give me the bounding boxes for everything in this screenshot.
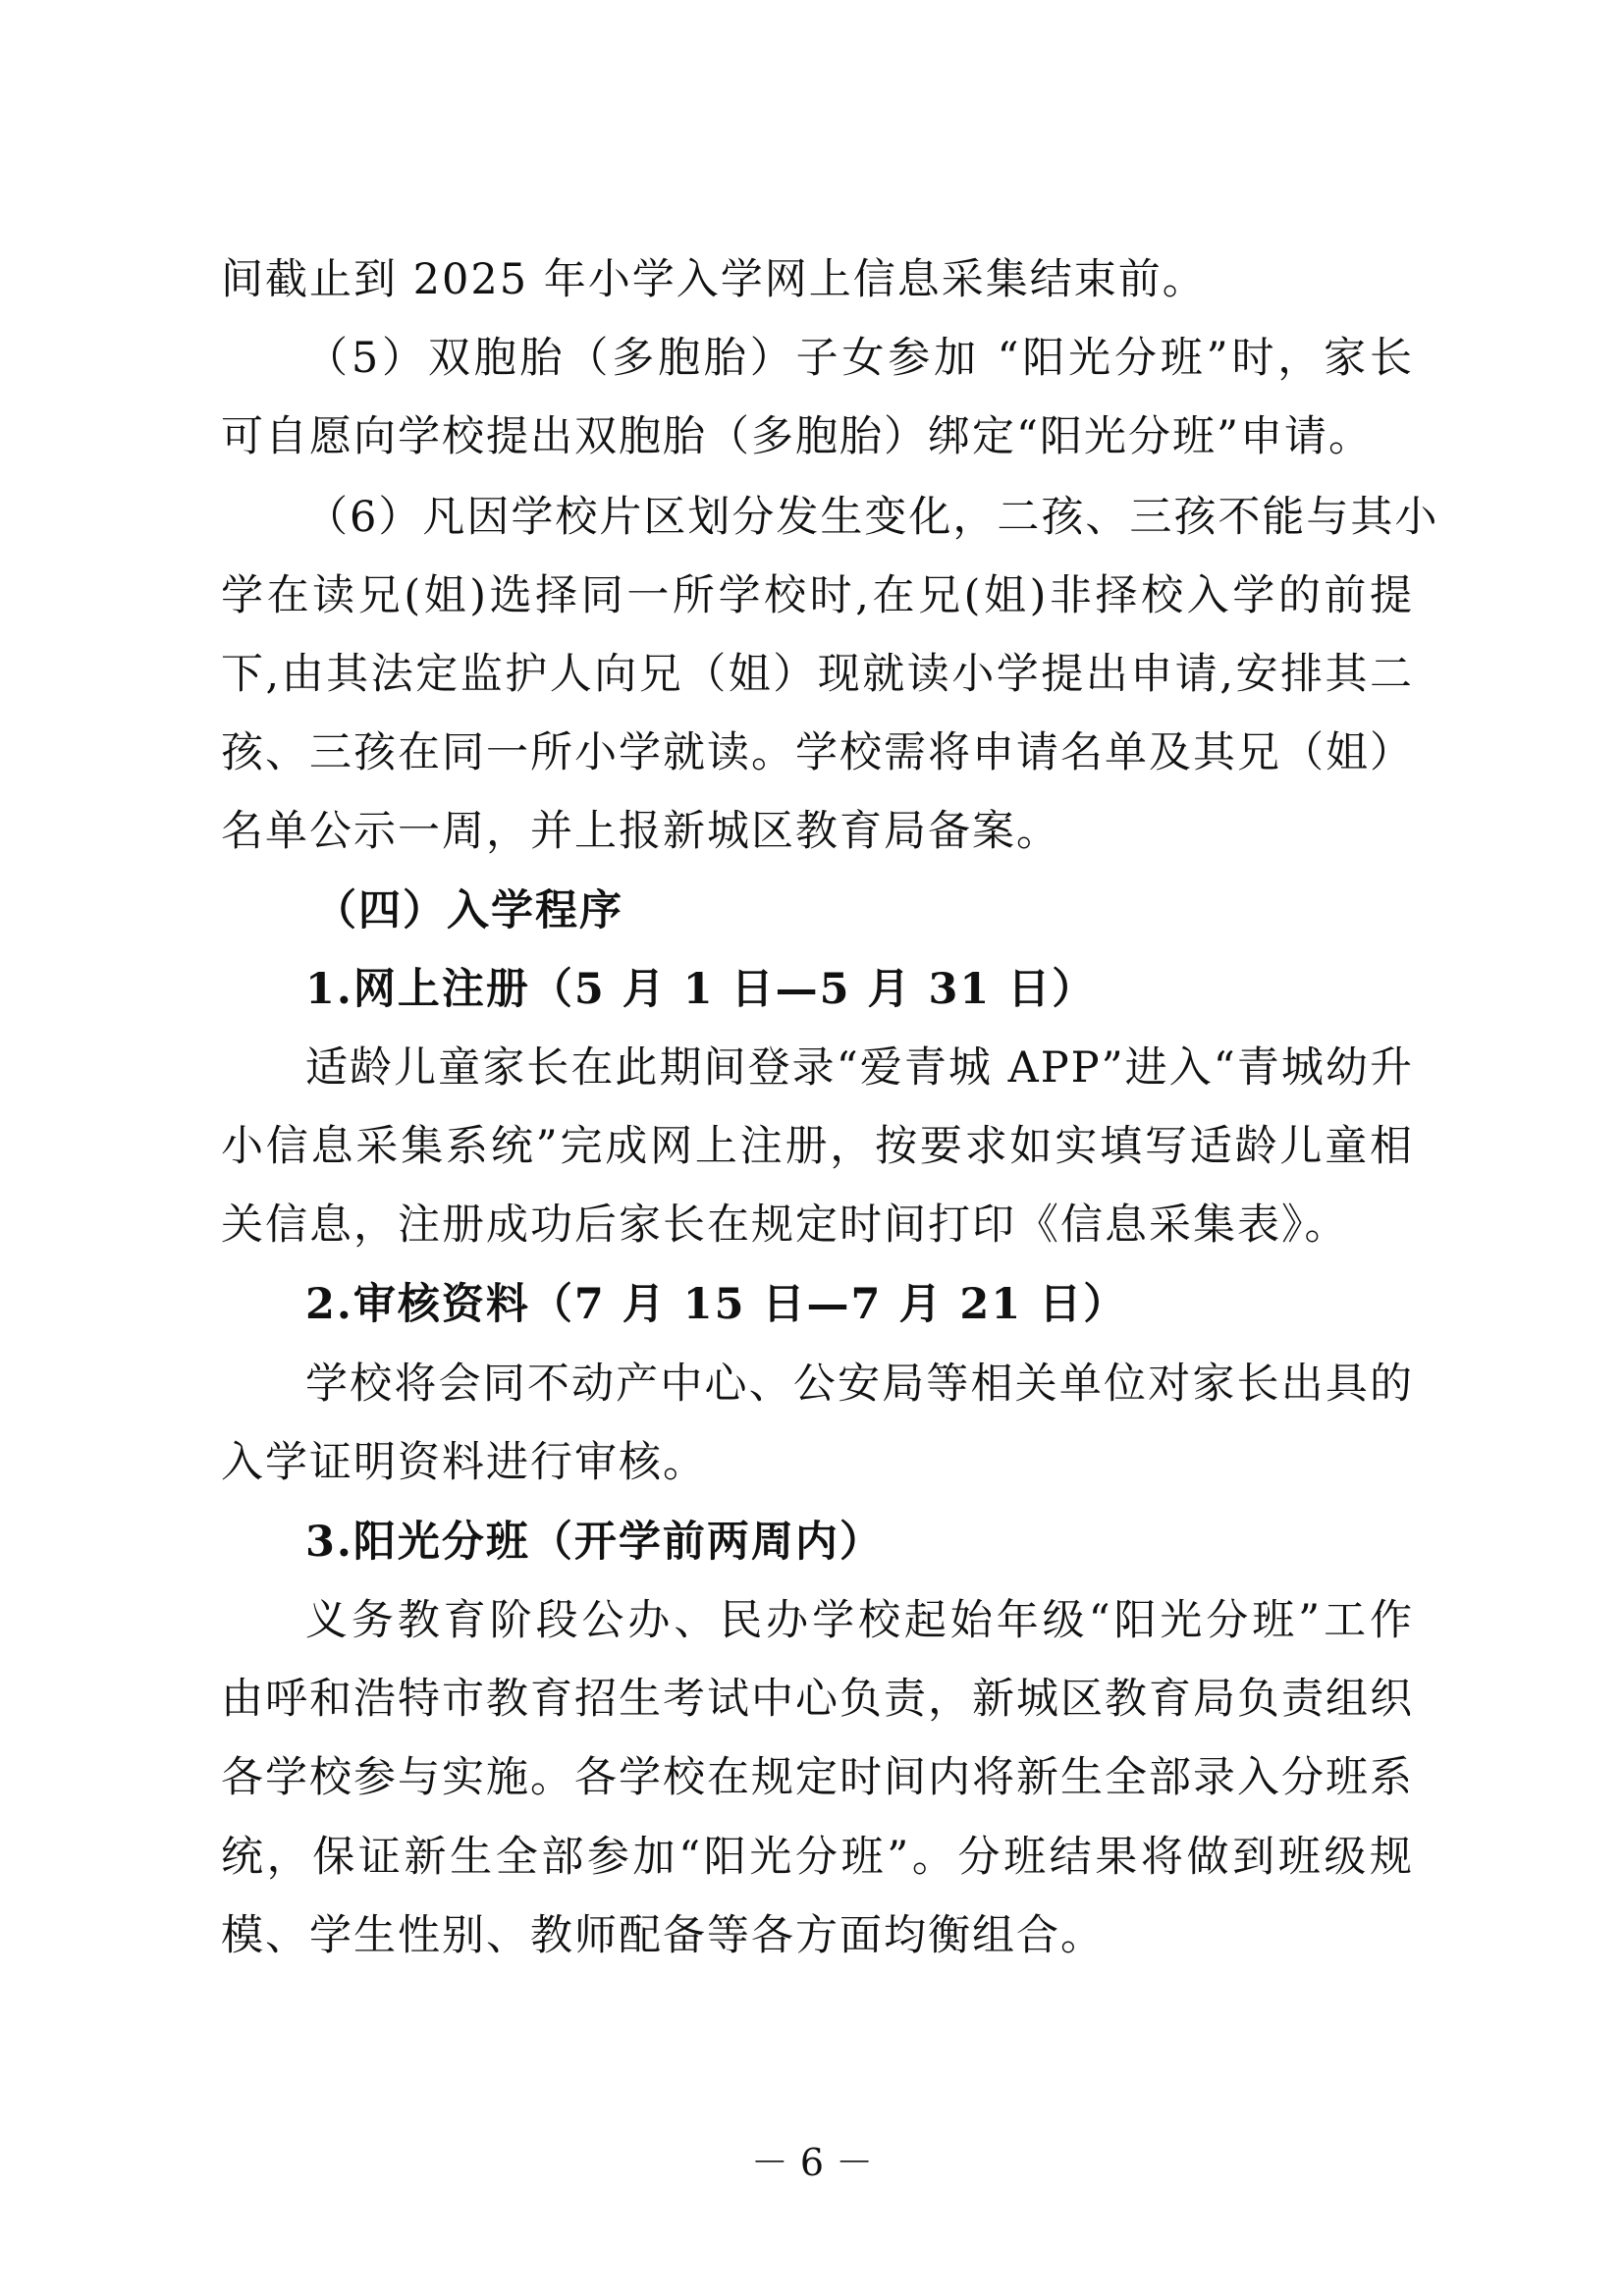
text-line: 模、学生性别、教师配备等各方面均衡组合。 — [221, 1911, 1105, 1960]
text-line: （6）凡因学校片区划分发生变化，二孩、三孩不能与其小 — [305, 493, 1439, 542]
text-line: 小信息采集系统”完成网上注册，按要求如实填写适龄儿童相 — [221, 1122, 1414, 1171]
page-number: － 6 － — [750, 2141, 874, 2184]
text-line: 学在读兄(姐)选择同一所学校时,在兄(姐)非择校入学的前提 — [221, 571, 1414, 620]
text-line: （5）双胞胎（多胞胎）子女参加 “阳光分班”时，家长 — [305, 334, 1414, 383]
text-line: 孩、三孩在同一所小学就读。学校需将申请名单及其兄（姐） — [221, 728, 1414, 777]
section-heading: （四）入学程序 — [314, 886, 623, 935]
text-line: 学校将会同不动产中心、公安局等相关单位对家长出具的 — [305, 1360, 1414, 1409]
text-line: 名单公示一周，并上报新城区教育局备案。 — [221, 807, 1060, 856]
subsection-heading: 1.网上注册（5 月 1 日—5 月 31 日） — [305, 965, 1097, 1014]
text-line: 下,由其法定监护人向兄（姐）现就读小学提出申请,安排其二 — [221, 650, 1414, 699]
text-line: 关信息，注册成功后家长在规定时间打印《信息采集表》。 — [221, 1201, 1349, 1250]
text-line: 义务教育阶段公办、民办学校起始年级“阳光分班”工作 — [305, 1596, 1414, 1645]
text-line: 入学证明资料进行审核。 — [221, 1438, 707, 1487]
text-line: 各学校参与实施。各学校在规定时间内将新生全部录入分班系 — [221, 1753, 1414, 1802]
text-line: 适龄儿童家长在此期间登录“爱青城 APP”进入“青城幼升 — [305, 1043, 1414, 1093]
subsection-heading: 3.阳光分班（开学前两周内） — [305, 1518, 884, 1567]
text-line: 间截止到 2025 年小学入学网上信息采集结束前。 — [221, 255, 1207, 304]
text-line: 由呼和浩特市教育招生考试中心负责，新城区教育局负责组织 — [221, 1675, 1414, 1724]
text-line: 统，保证新生全部参加“阳光分班”。分班结果将做到班级规 — [221, 1833, 1414, 1882]
text-line: 可自愿向学校提出双胞胎（多胞胎）绑定“阳光分班”申请。 — [221, 412, 1373, 461]
subsection-heading: 2.审核资料（7 月 15 日—7 月 21 日） — [305, 1280, 1128, 1329]
